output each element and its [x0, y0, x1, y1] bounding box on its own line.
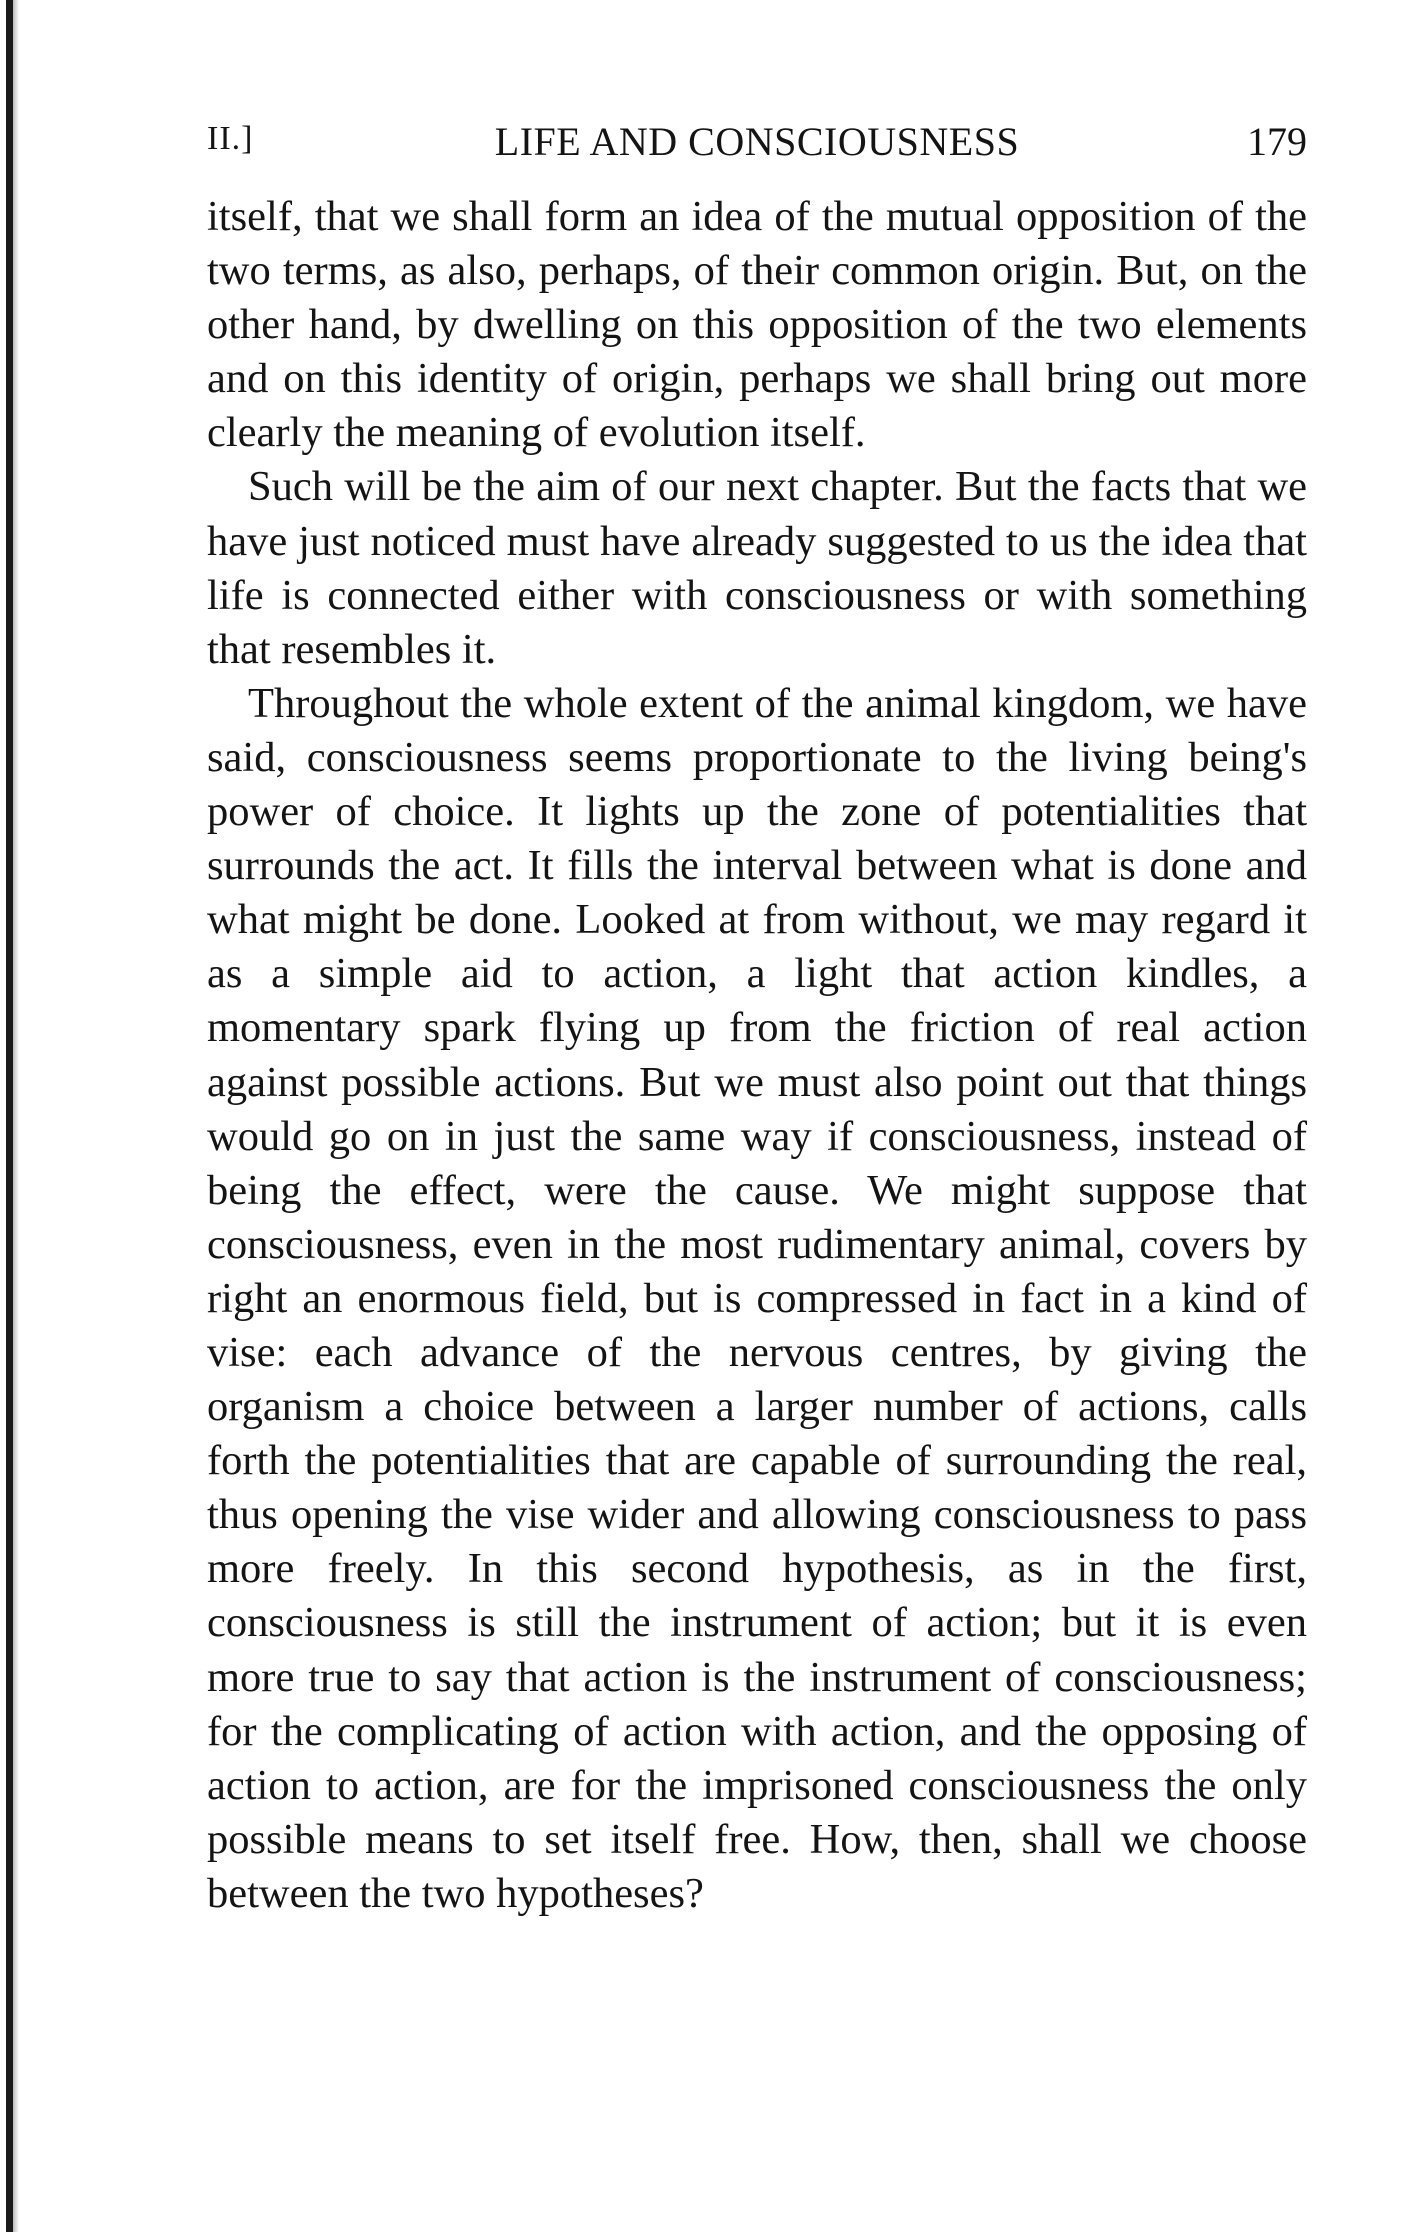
section-number: II.]	[207, 120, 254, 157]
page-body	[207, 190, 1307, 1921]
book-page	[207, 110, 1307, 1921]
paragraph-1: itself, that we shall form an idea of the mutual opposition of the two terms, as also, perhaps, of their common origin. But, on the other hand, by dwelling on this opposition of the two elements and on this identity of origin, perhaps we shall bring out more clearly the meaning of evolution itself.	[207, 193, 1307, 457]
page-number: 179	[1247, 119, 1307, 164]
running-head	[207, 110, 1307, 190]
paragraph-3: Throughout the whole extent of the animal kingdom, we have said, consciousness seems proportionate to the living being's power of choice. It lights up the zone of potentialities that surrounds the act. It fills the interval between what is done and what might be done. Looked at from without, we may regard it as a simple aid to action, a light that action kindles, a momentary spark flying up from the friction of real action against possible actions. But we must also point out that things would go on in just the same way if consciousness, instead of being the effect, were the cause. We might suppose that consciousness, even in the most rudimentary animal, covers by right an enormous field, but is compressed in fact in a kind of vise: each advance of the nervous centres, by giving the organism a choice between a larger number of actions, calls forth the potentialities that are capable of surrounding the real, thus opening the vise wider and allowing consciousness to pass more freely. In this second hypothesis, as in the first, consciousness is still the instrument of action; but it is even more true to say that action is the instrument of consciousness; for the complicating of action with action, and the opposing of action to action, are for the imprisoned consciousness the only possible means to set itself free. How, then, shall we choose between the two hypotheses?	[207, 679, 1307, 1917]
page-binding-edge	[6, 0, 13, 2232]
page-binding-shadow	[13, 0, 19, 2232]
chapter-title: LIFE AND CONSCIOUSNESS	[494, 119, 1020, 164]
paragraph-2: Such will be the aim of our next chapter. But the facts that we have just noticed must have already suggested to us the idea that life is connected either with consciousness or with something that resembles it.	[207, 463, 1307, 673]
